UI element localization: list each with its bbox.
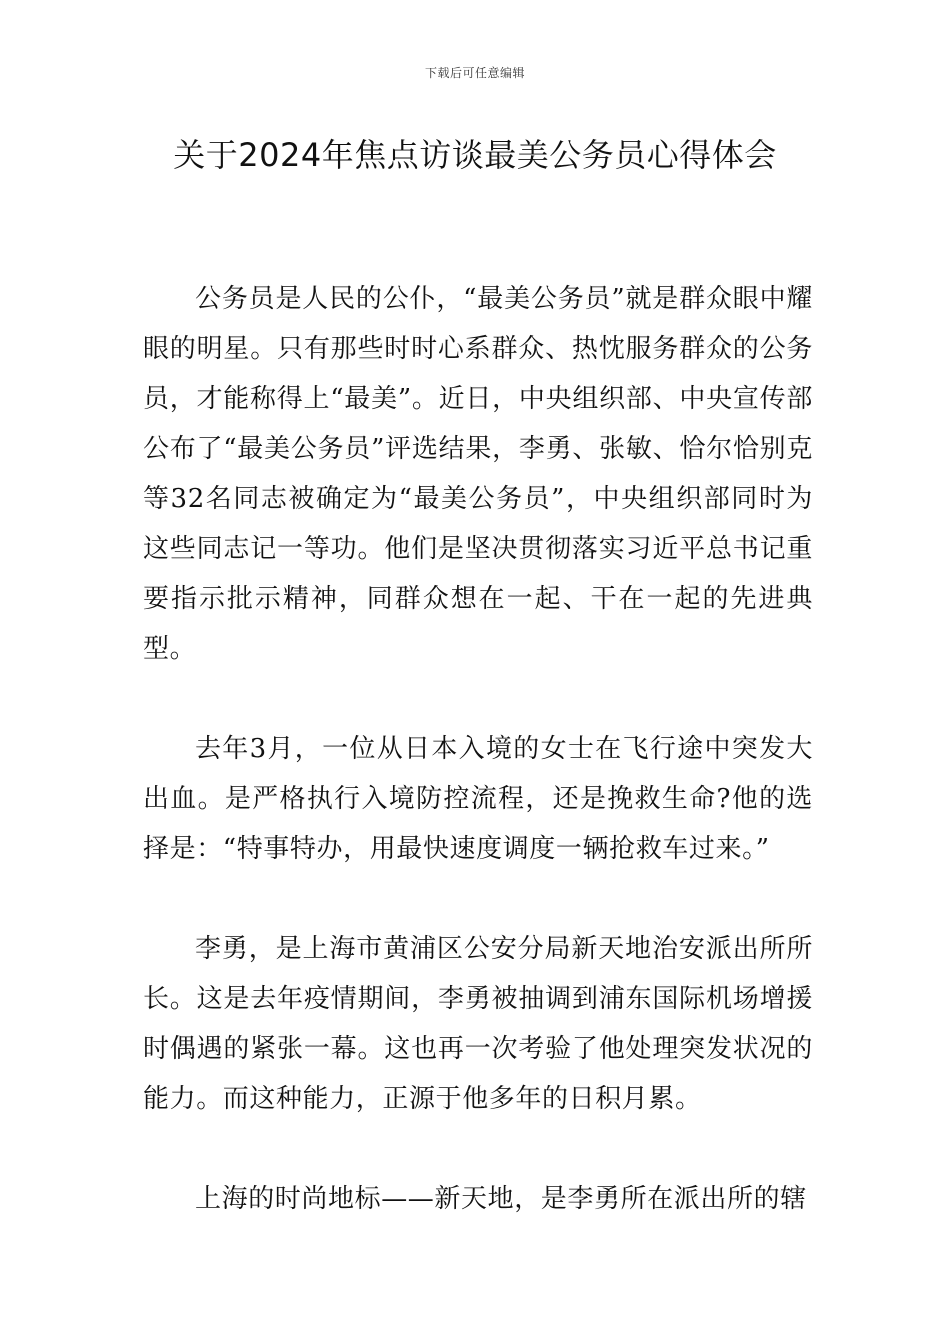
document-body (143, 274, 813, 1274)
paragraph-li-yong: 李勇，是上海市黄浦区公安分局新天地治安派出所所长。这是去年疫情期间，李勇被抽调到浦东国际机场增援时偶遇的紧张一幕。这也再一次考验了他处理突发状况的能力。而这种能力，正源于他多年的日积月累。 (143, 934, 813, 1114)
download-editable-note: 下载后可任意编辑 (424, 66, 525, 80)
paragraph-incident: 去年3月，一位从日本入境的女士在飞行途中突发大出血。是严格执行入境防控流程，还是挽救生命?他的选择是：“特事特办，用最快速度调度一辆抢救车过来。” (143, 734, 813, 864)
paragraph-intro: 公务员是人民的公仆，“最美公务员”就是群众眼中耀眼的明星。只有那些时时心系群众、热忱服务群众的公务员，才能称得上“最美”。近日，中央组织部、中央宣传部公布了“最美公务员”评选结果，李勇、张敏、恰尔恰别克等32名同志被确定为“最美公务员”，中央组织部同时为这些同志记一等功。他们是坚决贯彻落实习近平总书记重要指示批示精神，同群众想在一起、干在一起的先进典型。 (143, 284, 813, 664)
document-title: 关于2024年焦点访谈最美公务员心得体会 (173, 136, 777, 174)
paragraph-xintiandi: 上海的时尚地标——新天地，是李勇所在派出所的辖 (195, 1184, 807, 1214)
